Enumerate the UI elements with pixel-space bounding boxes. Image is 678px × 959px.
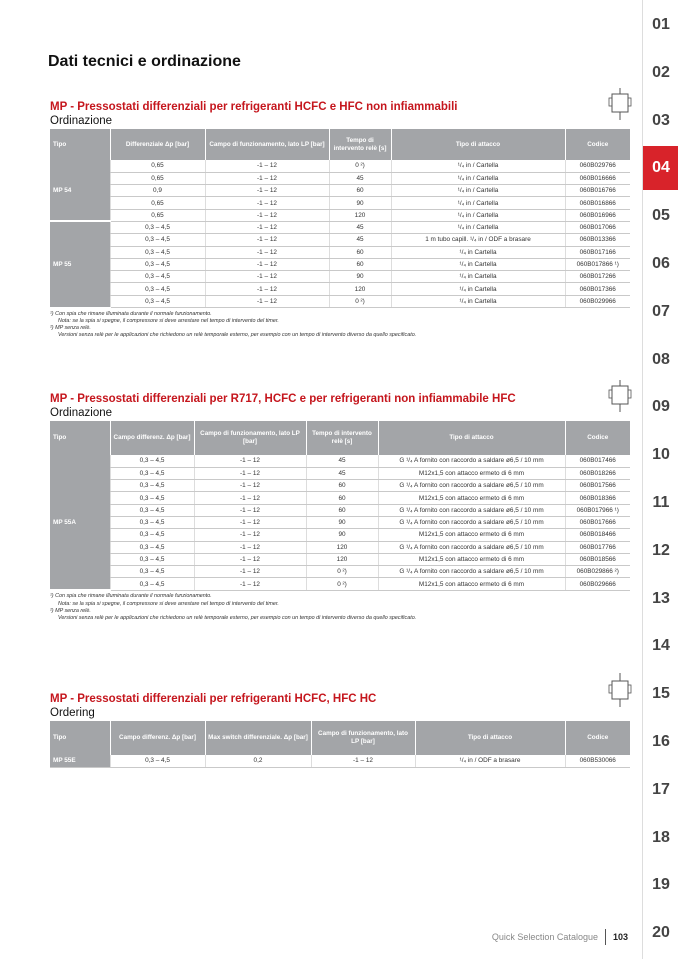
table-cell: 0,3 – 4,5	[110, 516, 194, 528]
section-subtitle: Ordinazione	[50, 115, 113, 127]
header-attacco: Tipo di attacco	[378, 421, 565, 455]
table-cell: 060B018266	[565, 467, 630, 479]
table-cell: 1 m tubo capill. ¹/₄ in / ODF a brasare	[391, 234, 565, 246]
footnote-1: ¹) Con spia che rimane illuminata durante il normale funzionamento.	[50, 310, 212, 317]
table-cell: 60	[329, 258, 391, 270]
table-cell: 90	[306, 529, 378, 541]
table-cell: 060B016966	[565, 209, 630, 221]
chapter-tab-02[interactable]: 02	[652, 63, 670, 81]
table-cell: 0,3 – 4,5	[110, 283, 205, 295]
table-row	[50, 529, 630, 541]
group-label: MP 55E	[50, 755, 110, 767]
table-cell: G ¹/₄ A fornito con raccordo a saldare ø6,5 / 10 mm	[378, 504, 565, 516]
table-cell: 060B029766	[565, 160, 630, 172]
table-cell: ¹/₄ in / Cartella	[391, 221, 565, 233]
table-cell: ¹/₄ in Cartella	[391, 295, 565, 307]
table-cell: 0,65	[110, 160, 205, 172]
table-cell: 90	[306, 516, 378, 528]
table-cell: G ¹/₄ A fornito con raccordo a saldare ø6,5 / 10 mm	[378, 516, 565, 528]
table-cell: 060B018566	[565, 553, 630, 565]
section-title: MP - Pressostati differenziali per refrigeranti HCFC, HFC HC	[50, 693, 377, 705]
table-cell: -1 – 12	[205, 209, 329, 221]
table-cell: M12x1,5 con attacco ermeto di 6 mm	[378, 492, 565, 504]
table-cell: 0,3 – 4,5	[110, 541, 194, 553]
table-cell: -1 – 12	[205, 185, 329, 197]
table-cell: 060B016766	[565, 185, 630, 197]
chapter-tab-07[interactable]: 07	[652, 302, 670, 320]
table-cell: -1 – 12	[194, 553, 306, 565]
table-cell: 0,65	[110, 209, 205, 221]
page-title: Dati tecnici e ordinazione	[48, 53, 241, 70]
header-differenziale: Differenziale Δp [bar]	[110, 129, 205, 160]
table-cell: 90	[329, 271, 391, 283]
ordering-table	[50, 421, 630, 591]
table-cell: 0,3 – 4,5	[110, 246, 205, 258]
pressure-switch-icon	[608, 670, 632, 710]
table-cell: -1 – 12	[205, 172, 329, 184]
table-cell: 0,3 – 4,5	[110, 295, 205, 307]
table-row	[50, 541, 630, 553]
table-cell: -1 – 12	[205, 271, 329, 283]
table-cell: 60	[306, 492, 378, 504]
table-cell: 060B017466	[565, 455, 630, 467]
table-cell: 0 ²)	[306, 566, 378, 578]
table-cell: ¹/₄ in / Cartella	[391, 172, 565, 184]
table-cell: -1 – 12	[205, 258, 329, 270]
chapter-tab-11[interactable]: 11	[652, 494, 670, 511]
table-cell: -1 – 12	[311, 755, 415, 767]
footnote-2-note: Versioni senza relè per le applicazioni che richiedono un relè temporale esterno, per esempio con un tempo di intervento diverso da quello specificato.	[58, 615, 417, 622]
table-row	[50, 504, 630, 516]
page-footer	[492, 929, 628, 945]
table-row	[50, 258, 630, 270]
table-row	[50, 271, 630, 283]
table-cell: 060B017766	[565, 541, 630, 553]
chapter-tab-01[interactable]: 01	[652, 16, 670, 33]
section-subtitle: Ordering	[50, 707, 95, 719]
table-cell: 060B029866 ²)	[565, 566, 630, 578]
table-cell: 0 ²)	[329, 160, 391, 172]
table-row	[50, 467, 630, 479]
section-title: MP - Pressostati differenziali per refrigeranti HCFC e HFC non infiammabili	[50, 101, 458, 113]
table-cell: -1 – 12	[194, 566, 306, 578]
table-cell: 0,3 – 4,5	[110, 492, 194, 504]
table-cell: 0,3 – 4,5	[110, 467, 194, 479]
group-label: MP 55	[50, 221, 110, 307]
table-cell: 0 ²)	[329, 295, 391, 307]
table-cell: M12x1,5 con attacco ermeto di 6 mm	[378, 529, 565, 541]
table-row	[50, 185, 630, 197]
chapter-tab-03[interactable]: 03	[652, 111, 670, 129]
table-row	[50, 234, 630, 246]
header-attacco: Tipo di attacco	[415, 721, 565, 755]
table-cell: ¹/₄ in Cartella	[391, 258, 565, 270]
table-cell: ¹/₄ in / Cartella	[391, 185, 565, 197]
footnote-2: ²) MP senza relè.	[50, 607, 91, 614]
table-cell: -1 – 12	[194, 541, 306, 553]
table-cell: -1 – 12	[205, 295, 329, 307]
header-codice: Codice	[565, 721, 630, 755]
table-cell: G ¹/₄ A fornito con raccordo a saldare ø6,5 / 10 mm	[378, 566, 565, 578]
footnote-2-note: Versioni senza relè per le applicazioni che richiedono un relè temporale esterno, per esempio con un tempo di intervento diverso da quello specificato.	[58, 332, 417, 339]
table-cell: -1 – 12	[205, 160, 329, 172]
table-cell: 060B029666	[565, 578, 630, 590]
section-mp54-mp55	[50, 100, 630, 340]
header-tempo: Tempo di intervento relè [s]	[329, 129, 391, 160]
table-cell: -1 – 12	[194, 455, 306, 467]
header-tipo: Tipo	[50, 129, 110, 160]
ordering-table	[50, 721, 630, 768]
header-campo: Campo di funzionamento, lato LP [bar]	[311, 721, 415, 755]
section-mp55e	[50, 692, 630, 768]
table-row	[50, 295, 630, 307]
table-cell: ¹/₄ in / Cartella	[391, 197, 565, 209]
chapter-tab-06[interactable]: 06	[652, 255, 670, 272]
table-cell: 60	[329, 185, 391, 197]
chapter-tab-05[interactable]: 05	[652, 207, 670, 225]
table-cell: 060B018366	[565, 492, 630, 504]
table-cell: 060B017666	[565, 516, 630, 528]
header-differenziale: Campo differenz. Δp [bar]	[110, 421, 194, 455]
table-cell: 0 ²)	[306, 578, 378, 590]
table-cell: -1 – 12	[205, 197, 329, 209]
table-row	[50, 209, 630, 221]
table-row	[50, 578, 630, 590]
table-cell: -1 – 12	[205, 246, 329, 258]
table-cell: 060B017566	[565, 480, 630, 492]
table-row	[50, 283, 630, 295]
chapter-tab-09[interactable]: 09	[652, 398, 670, 416]
table-row	[50, 516, 630, 528]
table-cell: 060B530066	[565, 755, 630, 767]
chapter-tab-12[interactable]: 12	[652, 541, 670, 559]
header-tipo: Tipo	[50, 421, 110, 455]
table-cell: 0,3 – 4,5	[110, 755, 205, 767]
table-cell: 060B018466	[565, 529, 630, 541]
table-cell: 0,3 – 4,5	[110, 553, 194, 565]
table-cell: 60	[306, 480, 378, 492]
table-cell: G ¹/₄ A fornito con raccordo a saldare ø6,5 / 10 mm	[378, 480, 565, 492]
table-cell: 45	[306, 467, 378, 479]
table-cell: 060B017066	[565, 221, 630, 233]
page-number: 103	[612, 932, 628, 942]
table-cell: 120	[329, 209, 391, 221]
footer-separator	[605, 929, 606, 945]
header-tempo: Tempo di intervento relè [s]	[306, 421, 378, 455]
table-cell: 060B016666	[565, 172, 630, 184]
table-cell: 120	[306, 553, 378, 565]
table-cell: 0,3 – 4,5	[110, 504, 194, 516]
table-cell: -1 – 12	[194, 480, 306, 492]
table-cell: -1 – 12	[194, 516, 306, 528]
table-cell: 0,3 – 4,5	[110, 566, 194, 578]
footnote-1-note: Nota: se la spia si spegne, il compressore si deve arrestare nel tempo di intervento del timer.	[58, 317, 279, 324]
table-cell: -1 – 12	[205, 234, 329, 246]
table-cell: 060B017166	[565, 246, 630, 258]
table-cell: G ¹/₄ A fornito con raccordo a saldare ø6,5 / 10 mm	[378, 455, 565, 467]
table-cell: 0,65	[110, 172, 205, 184]
chapter-tab-17[interactable]: 17	[652, 780, 670, 798]
table-row	[50, 455, 630, 467]
chapter-tab-20[interactable]: 20	[652, 924, 670, 942]
table-cell: -1 – 12	[194, 578, 306, 590]
chapter-tab-04[interactable]: 04	[643, 146, 678, 190]
footnotes	[50, 311, 630, 340]
table-cell: 060B017266	[565, 271, 630, 283]
table-cell: 0,3 – 4,5	[110, 529, 194, 541]
table-row	[50, 246, 630, 258]
header-codice: Codice	[565, 421, 630, 455]
table-cell: M12x1,5 con attacco ermeto di 6 mm	[378, 553, 565, 565]
table-cell: 45	[329, 221, 391, 233]
table-cell: M12x1,5 con attacco ermeto di 6 mm	[378, 578, 565, 590]
table-cell: 120	[306, 541, 378, 553]
table-cell: 90	[329, 197, 391, 209]
table-cell: 0,2	[205, 755, 311, 767]
footnote-2: ²) MP senza relè.	[50, 325, 91, 332]
chapter-tab-13[interactable]: 13	[652, 589, 670, 607]
header-campo: Campo di funzionamento, lato LP [bar]	[205, 129, 329, 160]
header-campo: Campo di funzionamento, lato LP [bar]	[194, 421, 306, 455]
table-cell: 0,3 – 4,5	[110, 258, 205, 270]
header-tipo: Tipo	[50, 721, 110, 755]
section-subtitle: Ordinazione	[50, 407, 113, 419]
table-row	[50, 197, 630, 209]
header-attacco: Tipo di attacco	[391, 129, 565, 160]
table-cell: 0,65	[110, 197, 205, 209]
table-row	[50, 566, 630, 578]
table-cell: 0,9	[110, 185, 205, 197]
table-cell: -1 – 12	[205, 221, 329, 233]
table-cell: ¹/₄ in / ODF a brasare	[415, 755, 565, 767]
section-mp55a	[50, 392, 630, 622]
table-row	[50, 480, 630, 492]
table-cell: G ¹/₄ A fornito con raccordo a saldare ø6,5 / 10 mm	[378, 541, 565, 553]
chapter-tabs	[642, 0, 678, 959]
table-cell: 45	[306, 455, 378, 467]
table-cell: 60	[329, 246, 391, 258]
table-cell: -1 – 12	[194, 492, 306, 504]
chapter-tab-19[interactable]: 19	[652, 876, 670, 894]
table-cell: 0,3 – 4,5	[110, 221, 205, 233]
table-cell: M12x1,5 con attacco ermeto di 6 mm	[378, 467, 565, 479]
chapter-tab-15[interactable]: 15	[652, 685, 670, 703]
table-cell: 060B016866	[565, 197, 630, 209]
table-cell: ¹/₄ in Cartella	[391, 283, 565, 295]
table-row	[50, 492, 630, 504]
table-cell: 060B017866 ¹)	[565, 258, 630, 270]
table-cell: 060B017966 ¹)	[565, 504, 630, 516]
table-row	[50, 172, 630, 184]
footnote-1-note: Nota: se la spia si spegne, il compressore si deve arrestare nel tempo di intervento del timer.	[58, 600, 279, 607]
table-cell: 60	[306, 504, 378, 516]
table-cell: 060B013366	[565, 234, 630, 246]
table-cell: 0,3 – 4,5	[110, 234, 205, 246]
table-cell: -1 – 12	[194, 467, 306, 479]
chapter-tab-10[interactable]: 10	[652, 446, 670, 464]
table-cell: -1 – 12	[194, 529, 306, 541]
table-cell: 120	[329, 283, 391, 295]
table-cell: ¹/₄ in Cartella	[391, 246, 565, 258]
table-cell: 0,3 – 4,5	[110, 578, 194, 590]
pressure-switch-icon	[608, 380, 632, 414]
header-codice: Codice	[565, 129, 630, 160]
ordering-table	[50, 129, 630, 309]
table-cell: -1 – 12	[205, 283, 329, 295]
table-row	[50, 755, 630, 767]
chapter-tab-14[interactable]: 14	[652, 637, 670, 655]
section-title: MP - Pressostati differenziali per R717, HCFC e per refrigeranti non infiammabile HFC	[50, 393, 516, 405]
table-cell: 0,3 – 4,5	[110, 480, 194, 492]
table-cell: 060B017366	[565, 283, 630, 295]
table-cell: 0,3 – 4,5	[110, 271, 205, 283]
table-cell: ¹/₄ in Cartella	[391, 271, 565, 283]
table-row	[50, 221, 630, 233]
table-row	[50, 160, 630, 172]
table-cell: 0,3 – 4,5	[110, 455, 194, 467]
table-cell: -1 – 12	[194, 504, 306, 516]
chapter-tab-18[interactable]: 18	[652, 828, 670, 846]
group-label: MP 54	[50, 160, 110, 221]
footnotes	[50, 593, 630, 622]
footnote-1: ¹) Con spia che rimane illuminata durante il normale funzionamento.	[50, 593, 212, 600]
table-cell: ¹/₄ in / Cartella	[391, 209, 565, 221]
table-cell: 45	[329, 234, 391, 246]
group-label: MP 55A	[50, 455, 110, 590]
chapter-tab-16[interactable]: 16	[652, 733, 670, 750]
chapter-tab-08[interactable]: 08	[652, 350, 670, 368]
header-differenziale: Campo differenz. Δp [bar]	[110, 721, 205, 755]
footer-catalogue: Quick Selection Catalogue	[491, 932, 598, 942]
pressure-switch-icon	[608, 88, 632, 122]
table-row	[50, 553, 630, 565]
table-cell: 45	[329, 172, 391, 184]
table-cell: ¹/₄ in / Cartella	[391, 160, 565, 172]
table-cell: 060B029966	[565, 295, 630, 307]
header-maxswitch: Max switch differenziale. Δp [bar]	[205, 721, 311, 755]
